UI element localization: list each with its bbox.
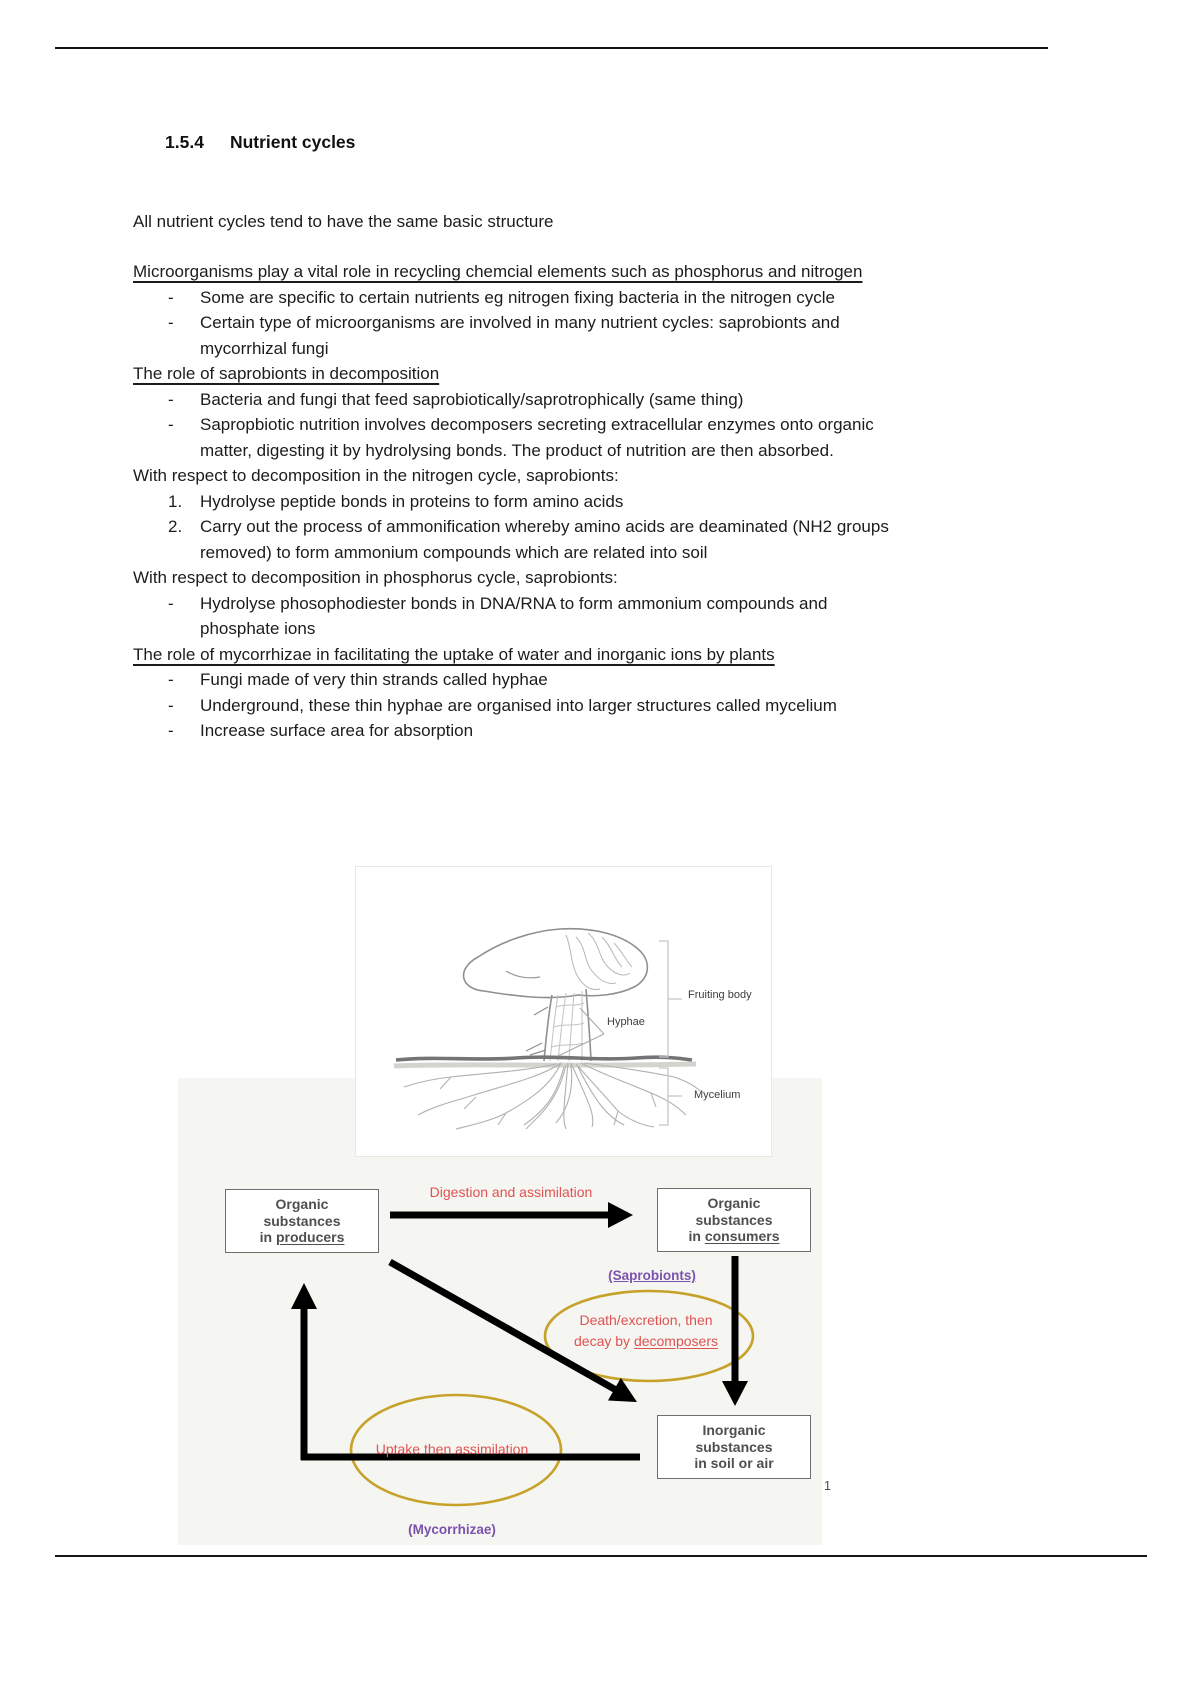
inorganic-box-line: in soil or air [694,1455,774,1472]
bullet-text: Increase surface area for absorption [200,721,474,740]
nitrogen-lead: With respect to decomposition in the nitrogen cycle, saprobionts: [133,466,619,485]
sapro-bullet-list [133,387,1093,464]
bullet-dash: - [168,721,174,740]
myco-bullet-list [133,667,1093,744]
mycorrhizae-label: (Mycorrhizae) [408,1522,496,1537]
bullet-dash: - [168,593,174,613]
consumers-box-line: Organic [707,1195,761,1212]
fruiting-body-bracket [659,941,682,1057]
bullet-dash: - [168,313,174,332]
bullet-dash: - [168,670,174,689]
phosphorus-lead: With respect to decomposition in phosphorus cycle, saprobionts: [133,568,618,587]
list-text: removed) to form ammonium compounds which are related into soil [200,542,708,562]
bullet-text: Some are specific to certain nutrients eg nitrogen fixing bacteria in the nitrogen cycle [200,287,836,307]
list-item [133,285,1093,311]
micro-section-title: Microorganisms play a vital role in recycling chemcial elements such as phosphorus and nitrogen [133,262,863,281]
bullet-text: Hydrolyse phosophodiester bonds in DNA/RNA to form ammonium compounds and [200,593,828,613]
bottom-rule [55,1555,1147,1557]
consumers-box [657,1188,811,1252]
bullet-text: Underground, these thin hyphae are organised into larger structures called mycelium [200,695,837,715]
mushroom-figure [355,866,772,1157]
mushroom-sketch [356,867,771,1156]
list-text: Hydrolyse peptide bonds in proteins to form amino acids [200,491,624,511]
mycelium-network [404,1063,700,1129]
uptake-label: Uptake then assimilation [375,1441,529,1457]
list-item [133,489,1093,515]
page-number: 1 [824,1479,831,1493]
list-item [133,718,1093,744]
inorganic-box-line: substances [695,1438,773,1455]
bullet-text: Bacteria and fungi that feed saprobiotically/saprotrophically (same thing) [200,389,744,409]
myco-section-title: The role of mycorrhizae in facilitating the uptake of water and inorganic ions by plants [133,644,775,664]
producers-box-line: in producers [259,1229,345,1246]
inorganic-box [657,1415,811,1479]
digestion-arrowhead [608,1202,633,1228]
bullet-text: matter, digesting it by hydrolysing bonds. The product of nutrition are then absorbed. [200,440,834,460]
list-number: 2. [168,517,183,536]
section-heading [165,130,1093,156]
intro-paragraph: All nutrient cycles tend to have the same basic structure [133,211,554,231]
hyphae-pointer-lines [558,1008,604,1056]
bullet-text: Certain type of microorganisms are involved in many nutrient cycles: saprobionts and [200,313,840,332]
list-item [133,387,1093,413]
micro-bullet-list [133,285,1093,362]
list-item [133,667,1093,693]
bullet-text: Sapropbiotic nutrition involves decomposers secreting extracellular enzymes onto organic [200,415,874,434]
list-number: 1. [168,491,183,511]
consumers-box-line: substances [695,1211,773,1228]
bullet-text: Fungi made of very thin strands called hyphae [200,670,548,689]
top-rule [55,47,1048,49]
bullet-text: phosphate ions [200,619,316,638]
hyphae-label: Hyphae [607,1016,645,1028]
document-body [133,130,1093,744]
digestion-label: Digestion and assimilation [429,1184,593,1200]
sapro-section-title: The role of saprobionts in decomposition [133,364,440,383]
saprobionts-label: (Saprobionts) [608,1268,696,1283]
mycelium-label: Mycelium [694,1089,741,1101]
bullet-dash: - [168,695,174,715]
list-text: Carry out the process of ammonification whereby amino acids are deaminated (NH2 groups [200,517,889,536]
stalk-texture [550,991,584,1061]
fruiting-body-label: Fruiting body [688,989,752,1001]
inorganic-box-line: Inorganic [702,1422,766,1439]
bullet-text: mycorrhizal fungi [200,338,329,358]
uptake-arrowhead [291,1283,317,1309]
heading-title: Nutrient cycles [229,132,356,152]
nitrogen-numbered-list [133,489,1093,566]
phosphorus-bullet-list [133,591,1093,642]
bullet-dash: - [168,389,174,409]
list-item [133,693,1093,719]
death-decay-label: Death/excretion, then decay by decomposers [574,1312,718,1349]
bullet-dash: - [168,287,174,307]
producers-box-line: substances [263,1212,341,1229]
consumers-down-arrowhead [722,1381,748,1406]
producers-box-line: Organic [275,1196,329,1213]
list-item [133,514,1093,565]
bullet-dash: - [168,415,174,434]
producers-box [225,1189,379,1253]
list-item [133,591,1093,642]
mushroom-cap [464,929,648,998]
stalk-right-edge [586,989,591,1061]
consumers-box-line: in consumers [688,1228,780,1245]
heading-number: 1.5.4 [165,132,204,152]
list-item [133,310,1093,361]
list-item [133,412,1093,463]
